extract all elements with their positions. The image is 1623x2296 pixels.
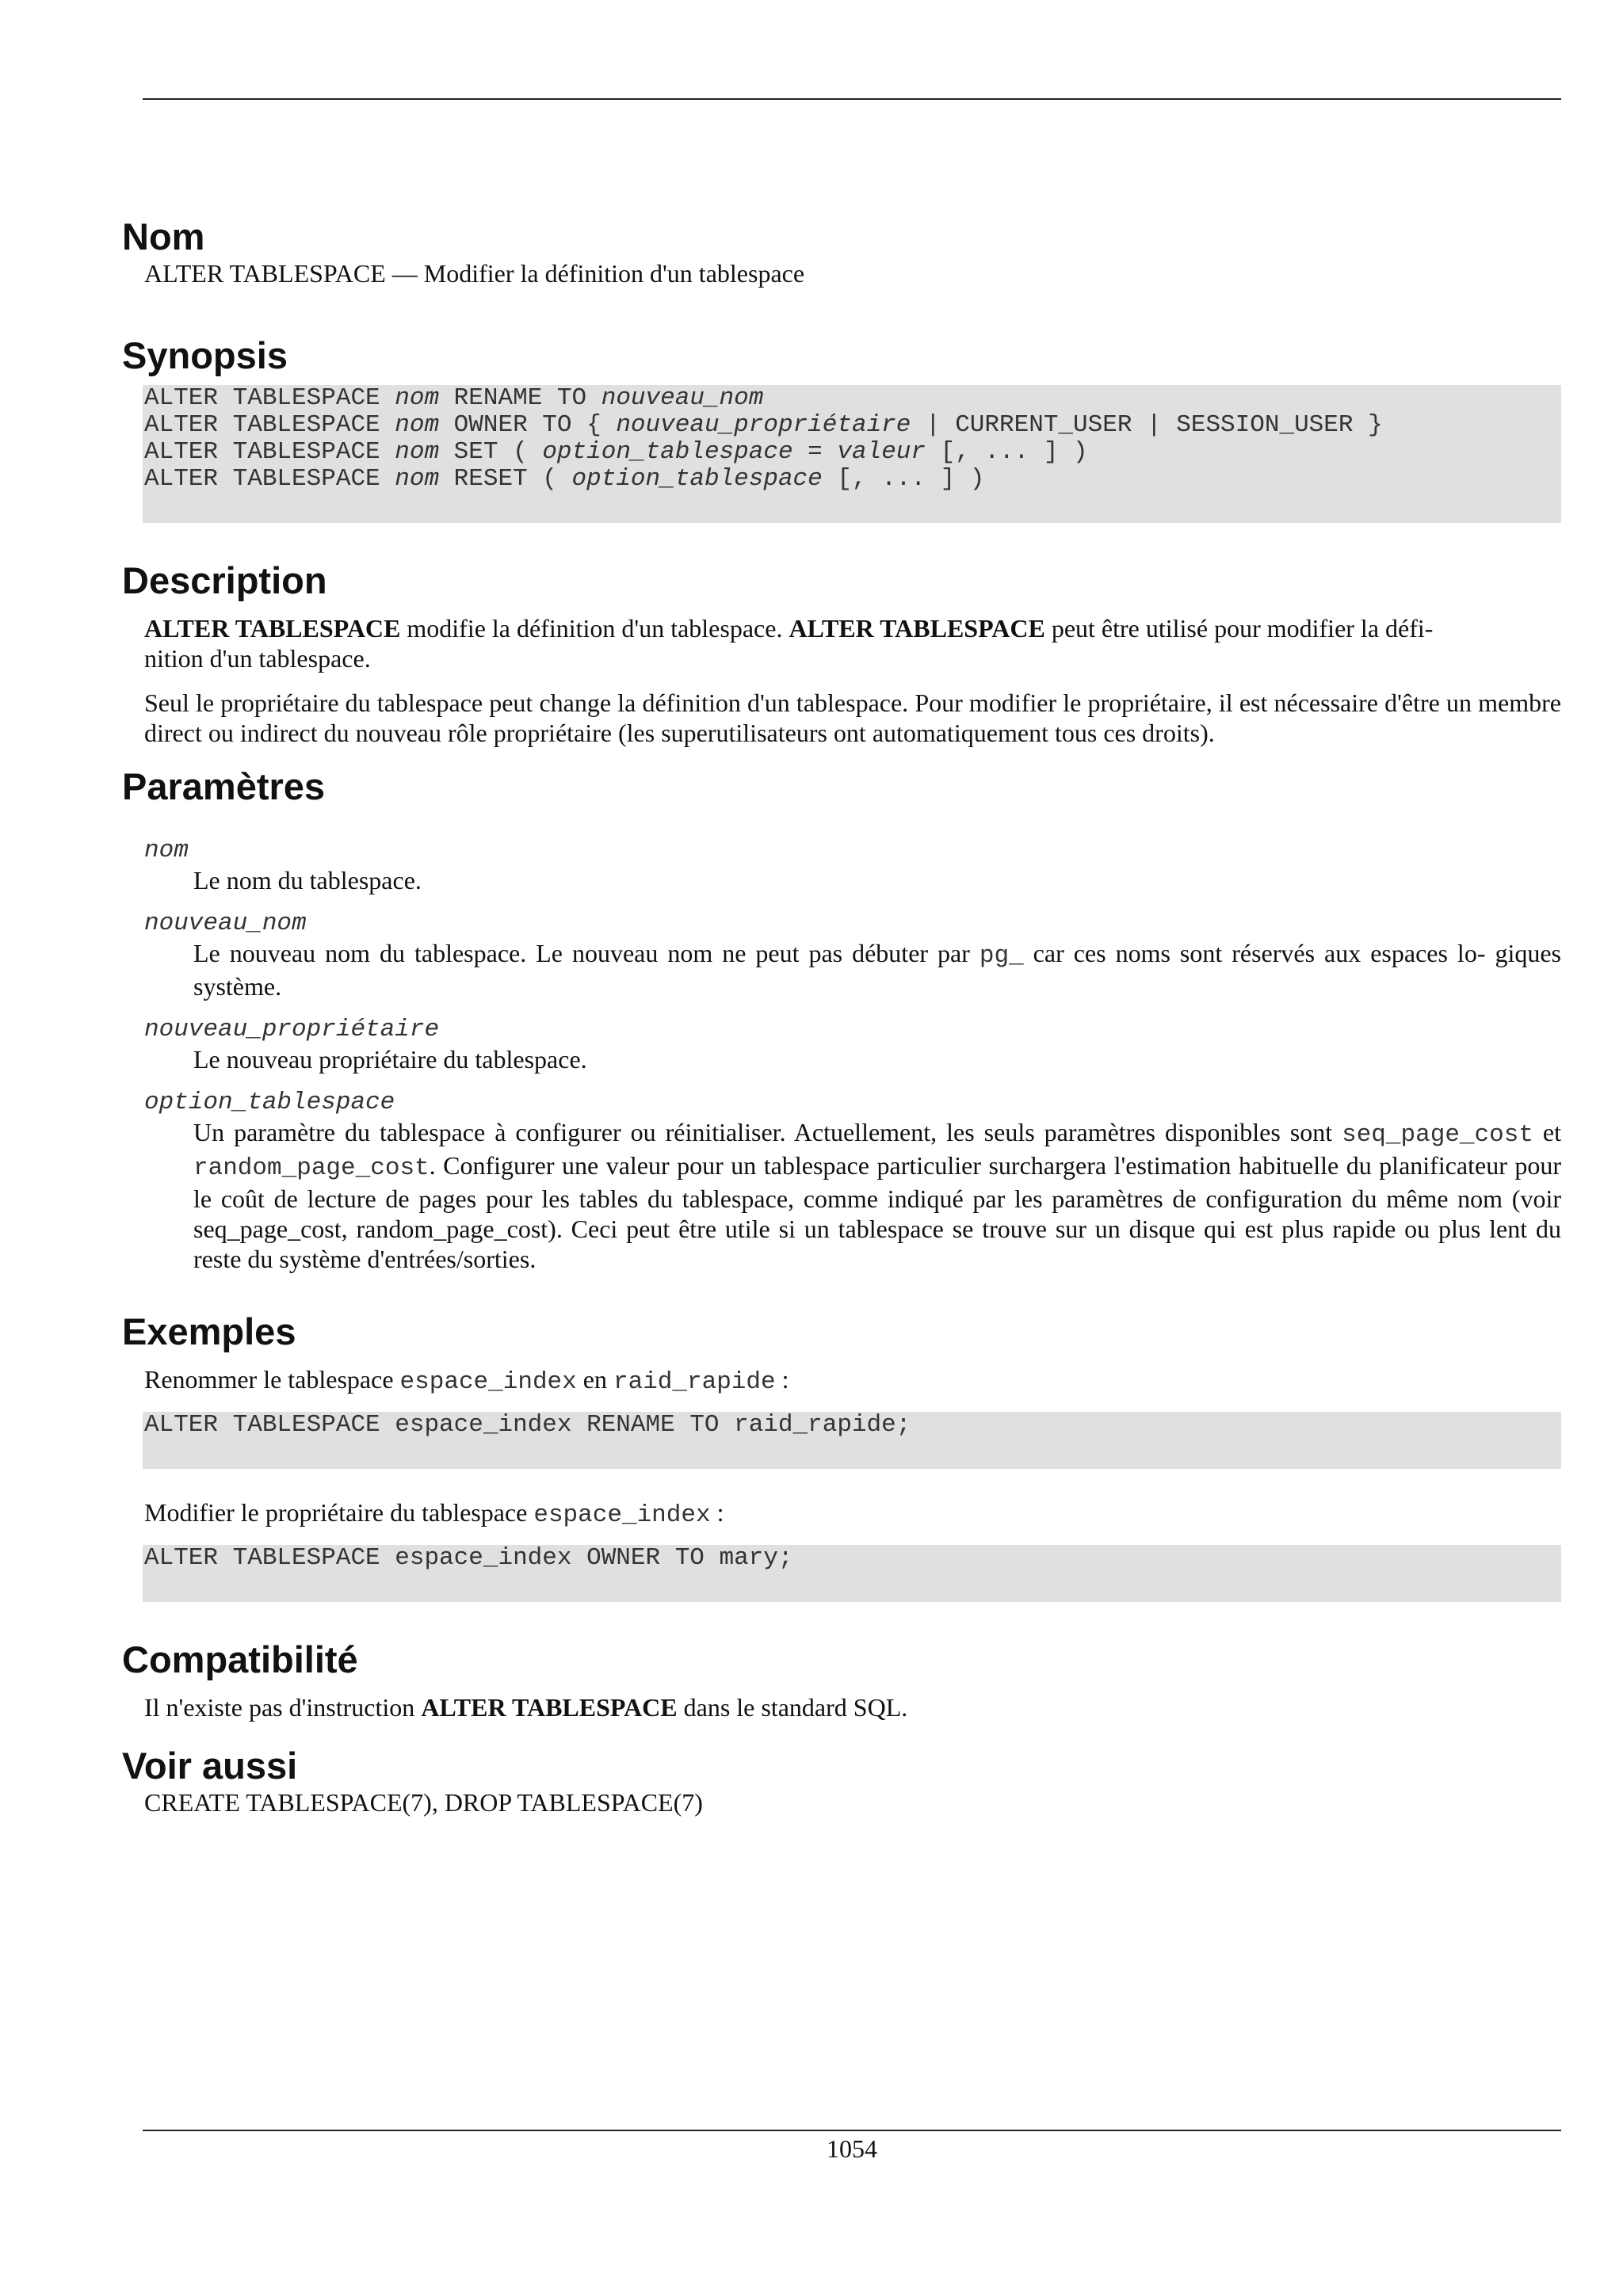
synopsis-line: ALTER TABLESPACE nom RESET ( option_tablespace [, ... ] ) — [144, 465, 985, 494]
description-paragraph-1: ALTER TABLESPACE modifie la définition d'un tablespace. ALTER TABLESPACE peut être utilisé pour modifier la défi- nition d'un tablespace. — [144, 614, 1434, 673]
param-item-nouveau-nom — [122, 910, 1561, 1001]
inline-code: random_page_cost — [193, 1154, 430, 1183]
heading-parametres: Paramètres — [122, 765, 326, 808]
header-rule — [143, 98, 1561, 100]
param-term: nom — [144, 837, 189, 865]
param-item-nom — [122, 837, 1561, 895]
param-term: nouveau_propriétaire — [144, 1016, 440, 1044]
section-exemples — [122, 1310, 1561, 1602]
section-compatibilite — [122, 1638, 1561, 1722]
document-body — [122, 215, 1561, 1817]
inline-code: raid_rapide — [613, 1368, 776, 1397]
param-term: option_tablespace — [144, 1089, 395, 1117]
voir-aussi-links: CREATE TABLESPACE(7), DROP TABLESPACE(7) — [144, 1788, 703, 1817]
section-parametres — [122, 765, 1561, 1274]
inline-code: espace_index — [533, 1501, 711, 1530]
heading-compatibilite: Compatibilité — [122, 1638, 358, 1681]
synopsis-line: ALTER TABLESPACE nom RENAME TO nouveau_nom — [144, 384, 764, 413]
param-term: nouveau_nom — [144, 910, 307, 938]
synopsis-line: ALTER TABLESPACE nom OWNER TO { nouveau_propriétaire | CURRENT_USER | SESSION_USER } — [144, 411, 1383, 440]
example-2-code: ALTER TABLESPACE espace_index OWNER TO mary; — [143, 1545, 1561, 1602]
nom-text: ALTER TABLESPACE — Modifier la définition d'un tablespace — [144, 259, 805, 288]
inline-code: seq_page_cost — [1342, 1121, 1533, 1150]
heading-description: Description — [122, 559, 327, 602]
section-synopsis — [122, 334, 1561, 523]
example-1-intro: Renommer le tablespace espace_index en raid_rapide : — [144, 1365, 789, 1397]
compatibilite-text: Il n'existe pas d'instruction ALTER TABLESPACE dans le standard SQL. — [144, 1693, 908, 1722]
section-nom — [122, 215, 1561, 288]
command-name: ALTER TABLESPACE — [421, 1693, 678, 1722]
synopsis-line: ALTER TABLESPACE nom SET ( option_tablespace = valeur [, ... ] ) — [144, 438, 1088, 467]
param-definition: Le nom du tablespace. — [193, 866, 422, 895]
param-item-nouveau-proprietaire — [122, 1016, 1561, 1074]
command-name: ALTER TABLESPACE — [789, 614, 1045, 643]
example-1-code: ALTER TABLESPACE espace_index RENAME TO raid_rapide; — [143, 1412, 1561, 1469]
inline-code: pg_ — [979, 942, 1024, 971]
heading-synopsis: Synopsis — [122, 334, 288, 377]
param-definition: Le nouveau nom du tablespace. Le nouveau nom ne peut pas débuter par pg_ car ces noms sont réservés aux espaces lo- giques système. — [193, 939, 1562, 1001]
page-number: 1054 — [827, 2134, 877, 2163]
heading-nom: Nom — [122, 215, 205, 257]
section-description — [122, 559, 1561, 748]
description-paragraph-2: Seul le propriétaire du tablespace peut change la définition d'un tablespace. Pour modifier le propriétaire, il est nécessaire d'être un membre direct ou indirect du nouveau rôle propriétaire (les superutilisateurs ont automatiquement tous ces droits). — [144, 688, 1561, 748]
param-definition: Un paramètre du tablespace à configurer ou réinitialiser. Actuellement, les seuls paramètres disponibles sont seq_page_cost et random_page_cost. Configurer une valeur pour un tablespace particulier surchargera l'estimation habituelle du planificateur pour le coût de lecture de pages pour les tables du tablespace, comme indiqué par les paramètres de configuration du même nom (voir seq_page_cost, random_page_cost). Ceci peut être utile si un tablespace se trouve sur un disque qui est plus rapide ou plus lent du reste du système d'entrées/sorties. — [193, 1118, 1562, 1274]
section-voir-aussi — [122, 1745, 1561, 1817]
example-2-intro: Modifier le propriétaire du tablespace espace_index : — [144, 1498, 724, 1530]
inline-code: espace_index — [399, 1368, 577, 1397]
param-definition: Le nouveau propriétaire du tablespace. — [193, 1045, 587, 1074]
heading-voir-aussi: Voir aussi — [122, 1745, 298, 1787]
command-name: ALTER TABLESPACE — [144, 614, 401, 643]
param-item-option-tablespace — [122, 1089, 1561, 1274]
footer-rule — [143, 2130, 1561, 2131]
synopsis-code — [143, 385, 1561, 523]
heading-exemples: Exemples — [122, 1310, 296, 1353]
